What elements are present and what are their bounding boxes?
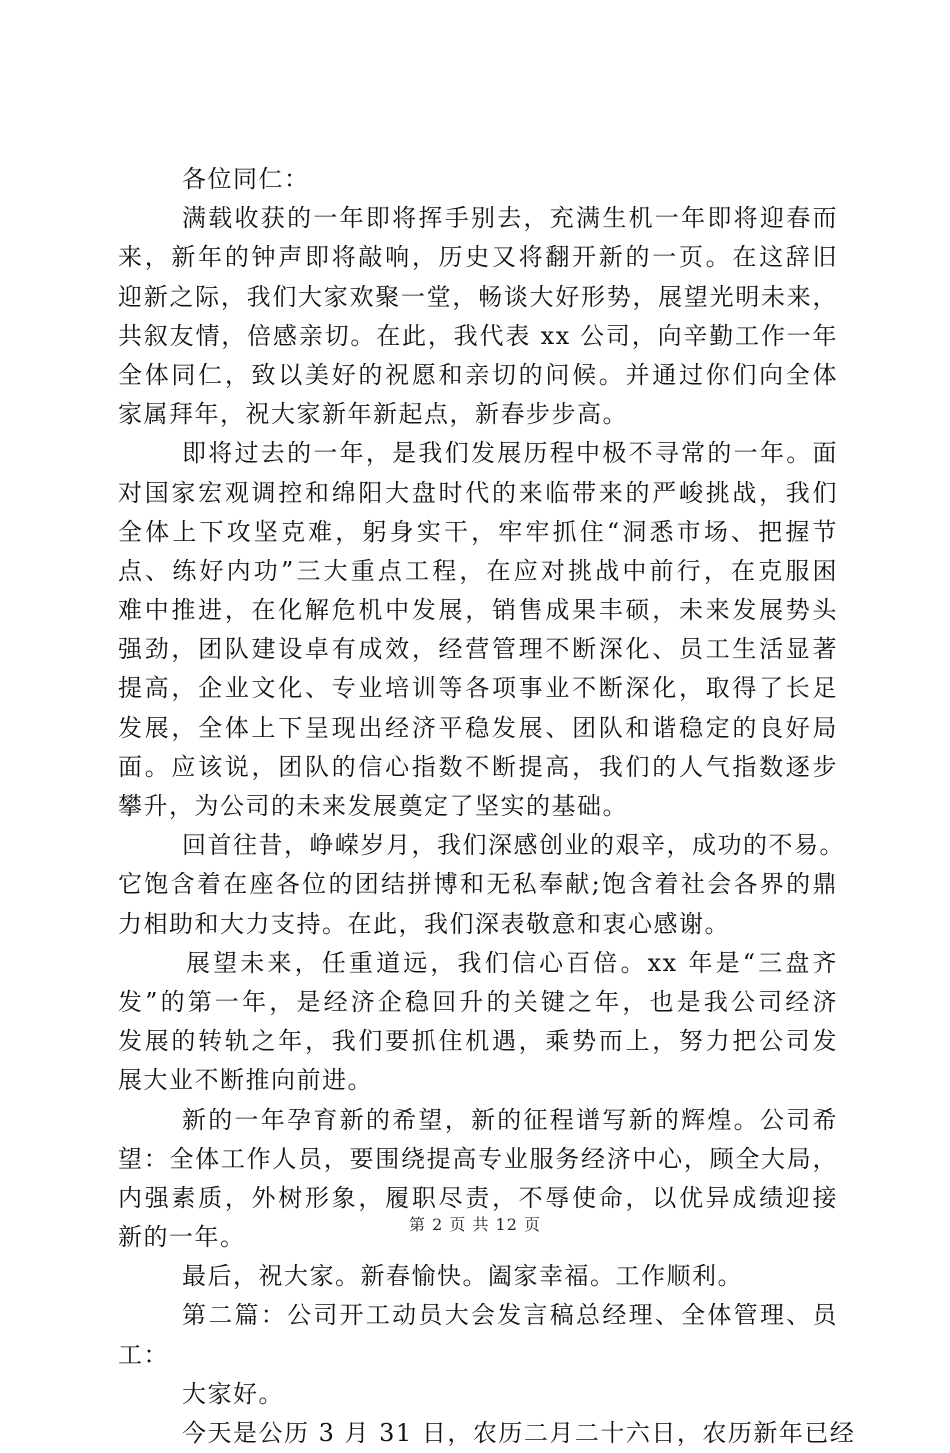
text-line: 展大业不断推向前进。 bbox=[118, 1066, 373, 1095]
text-line: 力相助和大力支持。在此，我们深表敬意和衷心感谢。 bbox=[118, 909, 730, 938]
document-body bbox=[118, 160, 856, 1453]
text-line: 展望未来，任重道远，我们信心百倍。xx 年是“三盘齐 bbox=[186, 948, 838, 977]
text-line: 强劲，团队建设卓有成效，经营管理不断深化、员工生活显著 bbox=[118, 635, 838, 664]
text-line: 最后，祝大家。新春愉快。阖家幸福。工作顺利。 bbox=[182, 1262, 743, 1291]
text-line: 提高，企业文化、专业培训等各项事业不断深化，取得了长足 bbox=[118, 674, 838, 703]
text-line: 发展的转轨之年，我们要抓住机遇，乘势而上，努力把公司发 bbox=[118, 1027, 838, 1056]
text-line: 回首往昔，峥嵘岁月，我们深感创业的艰辛，成功的不易。 bbox=[182, 831, 845, 860]
text-line: 它饱含着在座各位的团结拼博和无私奉献;饱含着社会各界的鼎 bbox=[118, 870, 838, 899]
greeting: 大家好。 bbox=[182, 1379, 284, 1408]
text-line: 满载收获的一年即将挥手别去，充满生机一年即将迎春而 bbox=[182, 204, 838, 233]
text-line: 全体同仁，致以美好的祝愿和亲切的问候。并通过你们向全体 bbox=[118, 360, 838, 389]
text-line: 难中推进，在化解危机中发展，销售成果丰硕，未来发展势头 bbox=[118, 596, 838, 625]
text-line: 攀升，为公司的未来发展奠定了坚实的基础。 bbox=[118, 792, 628, 820]
text-line: 即将过去的一年，是我们发展历程中极不寻常的一年。面 bbox=[182, 439, 838, 468]
text-line: 今天是公历 3 月 31 日，农历二月二十六日，农历新年已经 bbox=[182, 1419, 856, 1447]
salutation: 各位同仁： bbox=[182, 165, 310, 193]
page-footer: 第 2 页 共 12 页 bbox=[409, 1215, 541, 1234]
text-line: 望：全体工作人员，要围绕提高专业服务经济中心，顾全大局， bbox=[118, 1144, 838, 1173]
text-line: 发展，全体上下呈现出经济平稳发展、团队和谐稳定的良好局 bbox=[118, 713, 838, 742]
text-line: 新的一年孕育新的希望，新的征程谱写新的辉煌。公司希 bbox=[182, 1105, 838, 1134]
text-line: 发”的第一年，是经济企稳回升的关键之年，也是我公司经济 bbox=[118, 987, 838, 1016]
text-line: 面。应该说，团队的信心指数不断提高，我们的人气指数逐步 bbox=[118, 752, 838, 781]
text-line: 内强素质，外树形象，履职尽责，不辱使命，以优异成绩迎接 bbox=[118, 1183, 838, 1212]
text-line: 全体上下攻坚克难，躬身实干，牢牢抓住“洞悉市场、把握节 bbox=[118, 517, 838, 546]
section-heading: 第二篇：公司开工动员大会发言稿总经理、全体管理、员 bbox=[182, 1301, 838, 1330]
text-line: 来，新年的钟声即将敲响，历史又将翻开新的一页。在这辞旧 bbox=[118, 243, 838, 272]
section-heading-continued: 工： bbox=[118, 1340, 169, 1369]
text-line: 点、练好内功”三大重点工程，在应对挑战中前行，在克服困 bbox=[118, 556, 838, 585]
text-line: 迎新之际，我们大家欢聚一堂，畅谈大好形势，展望光明未来， bbox=[118, 282, 838, 311]
text-line: 家属拜年，祝大家新年新起点，新春步步高。 bbox=[118, 400, 628, 429]
text-line: 新的一年。 bbox=[118, 1223, 246, 1252]
text-line: 对国家宏观调控和绵阳大盘时代的来临带来的严峻挑战，我们 bbox=[118, 478, 838, 507]
text-line: 共叙友情，倍感亲切。在此，我代表 xx 公司，向辛勤工作一年 bbox=[118, 321, 838, 350]
